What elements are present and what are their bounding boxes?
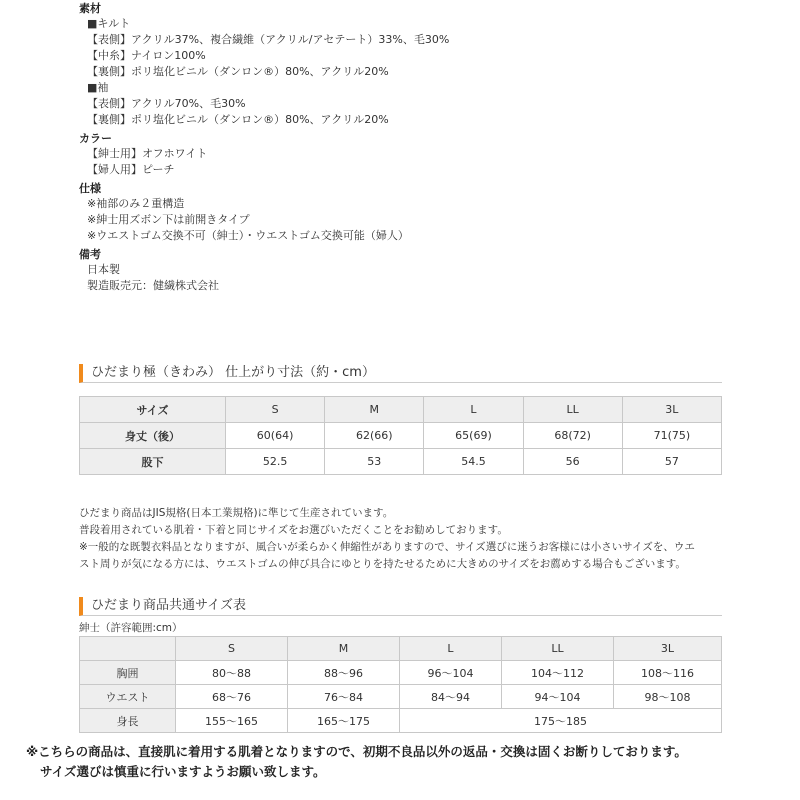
finished-size-table — [79, 396, 722, 475]
spec-section — [79, 0, 739, 294]
size-header: L — [400, 637, 502, 661]
warning-line: ※こちらの商品は、直接肌に着用する肌着となりますので、初期不良品以外の返品・交換は固くお断りしております。 — [26, 744, 687, 759]
size-notes — [79, 505, 739, 573]
quilt-line: 【中糸】ナイロン100% — [87, 49, 206, 62]
size-header: 3L — [614, 637, 722, 661]
table-cell: 68〜76 — [176, 685, 288, 709]
quilt-heading: ■キルト — [87, 17, 131, 30]
table-cell: 175〜185 — [400, 709, 722, 733]
common-size-title: ひだまり商品共通サイズ表 — [79, 597, 722, 616]
table-header-row — [80, 397, 722, 423]
sleeve-heading: ■袖 — [87, 81, 109, 94]
size-header: M — [325, 397, 424, 423]
size-header: S — [176, 637, 288, 661]
table-row — [80, 423, 722, 449]
size-header: S — [226, 397, 325, 423]
table-cell: 57 — [622, 449, 721, 475]
quilt-line: 【裏側】ポリ塩化ビニル（ダンロン®）80%、アクリル20% — [87, 65, 389, 78]
row-label: 身長 — [80, 709, 176, 733]
table-cell: 65(69) — [424, 423, 523, 449]
table-row — [80, 661, 722, 685]
size-header: L — [424, 397, 523, 423]
table-row — [80, 685, 722, 709]
sleeve-line: 【表側】アクリル70%、毛30% — [87, 97, 246, 110]
size-header: LL — [523, 397, 622, 423]
table-cell: 104〜112 — [502, 661, 614, 685]
table-cell: 76〜84 — [288, 685, 400, 709]
row-label: ウエスト — [80, 685, 176, 709]
table-cell: 80〜88 — [176, 661, 288, 685]
finished-size-title: ひだまり極（きわみ） 仕上がり寸法（約・cm） — [79, 364, 722, 383]
size-header: 3L — [622, 397, 721, 423]
table-cell: 165〜175 — [288, 709, 400, 733]
table-cell: 52.5 — [226, 449, 325, 475]
row-label: 身丈（後） — [80, 423, 226, 449]
table-cell: 53 — [325, 449, 424, 475]
unit-label: 紳士（許容範囲:cm） — [79, 622, 183, 634]
spec-line: ※紳士用ズボン下は前開きタイプ — [87, 213, 250, 226]
table-cell: 56 — [523, 449, 622, 475]
color-heading: カラー — [79, 132, 112, 145]
table-row — [80, 709, 722, 733]
note-line: スト周りが気になる方には、ウエストゴムの伸び具合にゆとりを持たせるために大きめのサイズをお薦めする場合もございます。 — [79, 558, 686, 570]
table-cell: 71(75) — [622, 423, 721, 449]
table-cell: 98〜108 — [614, 685, 722, 709]
color-line: 【婦人用】ピーチ — [87, 163, 175, 176]
table-cell: 60(64) — [226, 423, 325, 449]
table-cell: 62(66) — [325, 423, 424, 449]
table-cell: 96〜104 — [400, 661, 502, 685]
common-size-table — [79, 636, 722, 733]
table-cell: 54.5 — [424, 449, 523, 475]
row-label: 股下 — [80, 449, 226, 475]
table-cell: 108〜116 — [614, 661, 722, 685]
row-label: 胸囲 — [80, 661, 176, 685]
remarks-heading: 備考 — [79, 248, 101, 261]
table-row — [80, 449, 722, 475]
remarks-line: 日本製 — [87, 263, 120, 276]
return-policy-warning — [26, 742, 796, 782]
header-label — [80, 637, 176, 661]
material-heading: 素材 — [79, 2, 101, 15]
warning-line: サイズ選びは慎重に行いますようお願い致します。 — [40, 764, 326, 779]
table-cell: 155〜165 — [176, 709, 288, 733]
note-line: 普段着用されている肌着・下着と同じサイズをお選びいただくことをお勧めしております。 — [79, 524, 508, 536]
remarks-line: 製造販売元：健繊株式会社 — [87, 279, 219, 292]
quilt-line: 【表側】アクリル37%、複合繊維（アクリル/アセテート）33%、毛30% — [87, 33, 450, 46]
note-line: ※一般的な既製衣料品となりますが、風合いが柔らかく伸縮性がありますので、サイズ選びに迷うお客様には小さいサイズを、ウエ — [79, 541, 695, 553]
spec-line: ※ウエストゴム交換不可（紳士）・ウエストゴム交換可能（婦人） — [87, 229, 409, 242]
sleeve-line: 【裏側】ポリ塩化ビニル（ダンロン®）80%、アクリル20% — [87, 113, 389, 126]
header-label: サイズ — [80, 397, 226, 423]
size-header: LL — [502, 637, 614, 661]
table-cell: 68(72) — [523, 423, 622, 449]
note-line: ひだまり商品はJIS規格(日本工業規格)に準じて生産されています。 — [79, 507, 394, 519]
size-header: M — [288, 637, 400, 661]
spec-heading: 仕様 — [79, 182, 101, 195]
table-cell: 88〜96 — [288, 661, 400, 685]
table-cell: 84〜94 — [400, 685, 502, 709]
table-header-row — [80, 637, 722, 661]
color-line: 【紳士用】オフホワイト — [87, 147, 208, 160]
table-cell: 94〜104 — [502, 685, 614, 709]
spec-line: ※袖部のみ２重構造 — [87, 197, 185, 210]
